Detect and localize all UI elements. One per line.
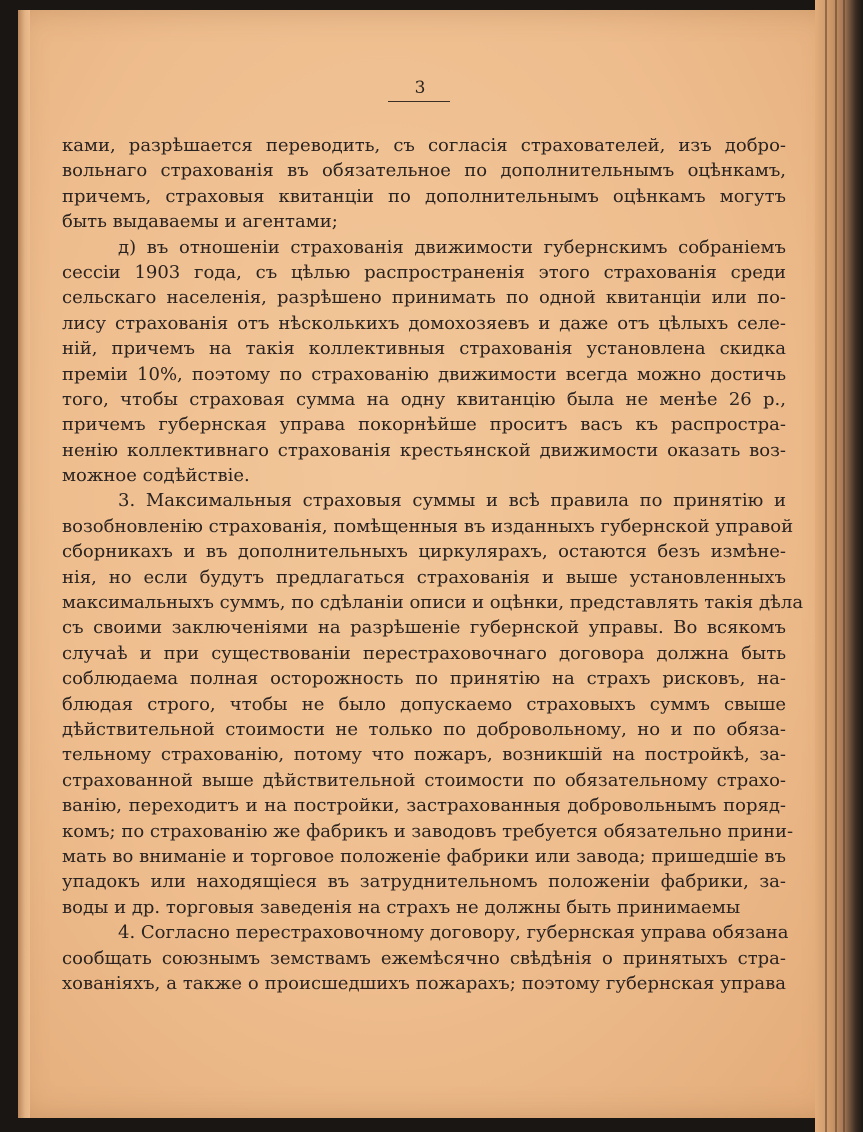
text-line: мать во вниманіе и торговое положеніе фабрики или завода; пришедшіе въ [62,845,786,867]
text-line: сельскаго населенія, разрѣшено принимать по одной квитанціи или по- [62,287,786,309]
text-line: соблюдаема полная осторожность по принятію на страхъ рисковъ, на- [62,668,786,690]
text-line: дѣйствительной стоимости не только по добровольному, но и по обяза- [62,718,786,740]
page-binding-edge [18,10,30,1118]
text-line: д) въ отношеніи страхованія движимости губернскимъ собраніемъ [118,236,786,258]
text-line: страхованной выше дѣйствительной стоимости по обязательному страхо- [62,769,786,791]
text-line: 3. Максимальныя страховыя суммы и всѣ правила по принятію и [118,490,786,512]
text-line: ненію коллективнаго страхованія крестьянской движимости оказать воз- [62,439,786,461]
text-line: упадокъ или находящіеся въ затруднительномъ положеніи фабрики, за- [62,871,786,893]
text-line: быть выдаваемы и агентами; [62,211,338,233]
text-line: лису страхованія отъ нѣсколькихъ домохозяевъ и даже отъ цѣлыхъ селе- [62,312,786,334]
text-line: причемъ губернская управа покорнѣйше проситъ васъ къ распростра- [62,414,786,436]
text-line: вольнаго страхованія въ обязательное по дополнительнымъ оцѣнкамъ, [62,160,786,182]
page-number-rule [388,101,450,102]
text-line: хованіяхъ, а также о происшедшихъ пожарахъ; поэтому губернская управа [62,972,786,994]
text-line: ванію, переходитъ и на постройки, застрахованныя добровольнымъ поряд- [62,795,786,817]
text-line: преміи 10%, поэтому по страхованію движимости всегда можно достичь [62,363,786,385]
text-line: воды и др. торговыя заведенія на страхъ не должны быть принимаемы [62,896,741,918]
page-number: 3 [414,78,426,98]
text-line: причемъ, страховыя квитанціи по дополнительнымъ оцѣнкамъ могутъ [62,185,786,207]
text-line: сессіи 1903 года, съ цѣлью распространенія этого страхованія среди [62,261,786,283]
text-line: сообщать союзнымъ земствамъ ежемѣсячно свѣдѣнія о принятыхъ стра- [62,947,786,969]
text-line: съ своими заключеніями на разрѣшеніе губернской управы. Во всякомъ [62,617,786,639]
text-line: сборникахъ и въ дополнительныхъ циркулярахъ, остаются безъ измѣне- [62,541,786,563]
text-line: максимальныхъ суммъ, по сдѣланіи описи и оцѣнки, представлять такія дѣла [62,592,804,614]
text-line: комъ; по страхованію же фабрикъ и заводовъ требуется обязательно прини- [62,820,794,842]
body-text [62,133,804,996]
text-line: того, чтобы страховая сумма на одну квитанцію была не менѣе 26 р., [62,388,786,410]
text-line: тельному страхованію, потому что пожаръ, возникшій на постройкѣ, за- [62,744,786,766]
text-line: ками, разрѣшается переводить, съ согласія страхователей, изъ добро- [62,135,786,156]
text-line: ній, причемъ на такія коллективныя страхованія установлена скидка [62,338,786,360]
text-line: случаѣ и при существованіи перестраховочнаго договора должна быть [62,642,786,664]
text-line: можное содѣйствіе. [62,465,250,487]
text-line: 4. Согласно перестраховочному договору, губернская управа обязана [118,922,789,944]
text-line: нія, но если будутъ предлагаться страхованія и выше установленныхъ [62,566,786,588]
book-edge [815,0,863,1132]
text-line: блюдая строго, чтобы не было допускаемо страховыхъ суммъ свыше [62,693,786,715]
text-line: возобновленію страхованія, помѣщенныя въ изданныхъ губернской управой [62,515,794,537]
